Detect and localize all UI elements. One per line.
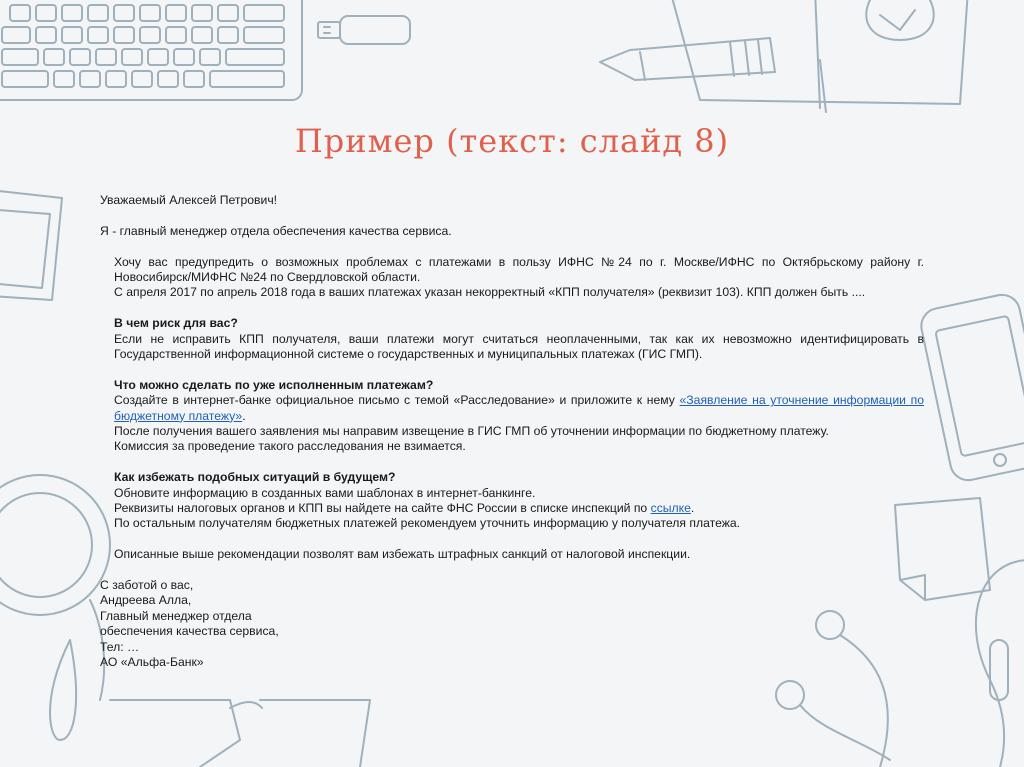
warning-block (100, 255, 924, 563)
letter-greeting: Уважаемый Алексей Петрович! (100, 193, 278, 207)
future-line-1: Обновите информацию в созданных вами шаблонах в интернет-банкинге. (114, 485, 536, 500)
signature-line-1: С заботой о вас, (100, 578, 194, 593)
future-text-end: . (690, 501, 695, 516)
signature-line-3: Главный менеджер отдела (100, 608, 252, 623)
signature-line-6: АО «Альфа-Банк» (100, 655, 204, 670)
tablet-icon (0, 190, 62, 300)
done-paragraph (114, 393, 924, 424)
letter-intro: Я - главный менеджер отдела обеспечения качества сервиса. (100, 223, 452, 238)
future-heading: Как избежать подобных ситуаций в будущем? (114, 470, 396, 485)
phone-icon (918, 292, 1024, 484)
warning-line-2: Новосибирск/МИФНС №24 по Свердловской области. (114, 270, 421, 284)
risk-text: Если не исправить КПП получателя, ваши платежи могут считаться неоплаченными, так как их невозможно идентифицировать в Государственной информационной системе о государственных и муниципальных платежах (ГИС ГМП). (114, 331, 924, 362)
warning-line-1: Хочу вас предупредить о возможных проблемах с платежами в пользу ИФНС №24 по г. Москве/ИФНС по Октябрьскому району г. (114, 254, 924, 269)
done-line-3: Комиссия за проведение такого расследования не взимается. (114, 439, 466, 454)
future-text: Реквизиты налоговых органов и КПП вы найдете на сайте ФНС России в списке инспекций по (114, 501, 651, 516)
glasses-icon (110, 700, 370, 767)
usb-stick-icon (318, 16, 410, 44)
keyboard-icon (0, 0, 302, 100)
signature-line-5: Тел: … (100, 639, 140, 654)
letter-body (100, 193, 924, 670)
slide-title: Пример (текст: слайд 8) (294, 122, 730, 160)
statement-link[interactable]: «Заявление на уточнение информации по бюджетному платежу» (114, 393, 925, 423)
closing-note: Описанные выше рекомендации позволят вам избежать штрафных санкций от налоговой инспекции. (114, 547, 691, 562)
inspections-link[interactable]: ссылке (650, 501, 691, 516)
done-text: Создайте в интернет-банке официальное письмо с темой «Расследование» и приложите к нему (114, 393, 680, 408)
warning-line-3: С апреля 2017 по апрель 2018 года в ваших платежах указан некорректный «КПП получателя» (реквизит 103). КПП должен быть .... (114, 285, 866, 300)
notebook-icon (670, 0, 968, 112)
future-line-2 (114, 501, 924, 516)
done-heading: Что можно сделать по уже исполненным платежам? (114, 377, 434, 392)
coffee-cup-icon (0, 475, 110, 740)
risk-heading: В чем риск для вас? (114, 316, 238, 331)
done-line-2: После получения вашего заявления мы направим извещение в ГИС ГМП об уточнении информации по бюджетному платежу. (114, 424, 829, 439)
pen-icon (600, 38, 775, 80)
signature-line-2: Андреева Алла, (100, 593, 192, 608)
signature-line-4: обеспечения качества сервиса, (100, 624, 279, 639)
done-text-end: . (242, 408, 246, 423)
future-line-3: По остальным получателям бюджетных платежей рекомендуем уточнить информацию у получателя платежа. (114, 516, 741, 531)
